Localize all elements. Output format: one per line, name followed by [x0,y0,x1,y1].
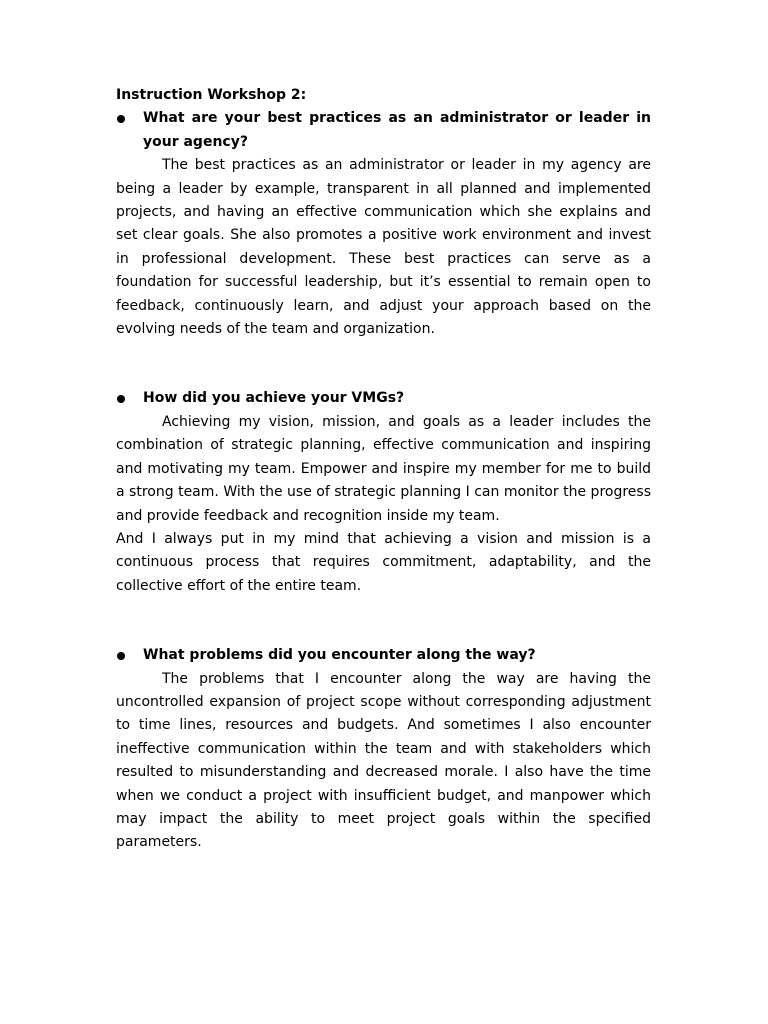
bullet-icon [117,652,125,660]
section-problems [116,644,651,855]
question-text: How did you achieve your VMGs? [143,390,405,407]
bullet-icon [117,395,125,403]
question-text: What are your best practices as an administrator or leader in your agency? [143,110,651,150]
document-body [116,84,651,855]
document-title: Instruction Workshop 2: [116,87,307,103]
answer-paragraph: The problems that I encounter along the way are having the uncontrolled expansion of project scope without corresponding adjustment to time lines, resources and budgets. And sometimes I also encounter ineffective communication within the team and with stakeholders which resulted to misunderstanding and decreased morale. I also have the time when we conduct a project with insufficient budget, and manpower which may impact the ability to meet project goals within the specified parameters. [116,670,651,851]
answer-paragraph: The best practices as an administrator or leader in my agency are being a leader by example, transparent in all planned and implemented projects, and having an effective communication which she explains and set clear goals. She also promotes a positive work environment and invest in professional development. These best practices can serve as a foundation for successful leadership, but it’s essential to remain open to feedback, continuously learn, and adjust your approach based on the evolving needs of the team and organization. [116,157,651,338]
section-question [116,107,651,154]
section-vmgs [116,387,651,598]
answer-paragraph: And I always put in my mind that achieving a vision and mission is a continuous process that requires commitment, adaptability, and the collective effort of the entire team. [116,530,651,594]
question-text: What problems did you encounter along the way? [143,647,536,664]
section-best-practices [116,107,651,341]
answer-paragraph: Achieving my vision, mission, and goals as a leader includes the combination of strategic planning, effective communication and inspiring and motivating my team. Empower and inspire my member for me to build a strong team. With the use of strategic planning I can monitor the progress and provide feedback and recognition inside my team. [116,413,651,524]
bullet-icon [117,115,125,123]
section-question [116,387,651,410]
section-question [116,644,651,667]
